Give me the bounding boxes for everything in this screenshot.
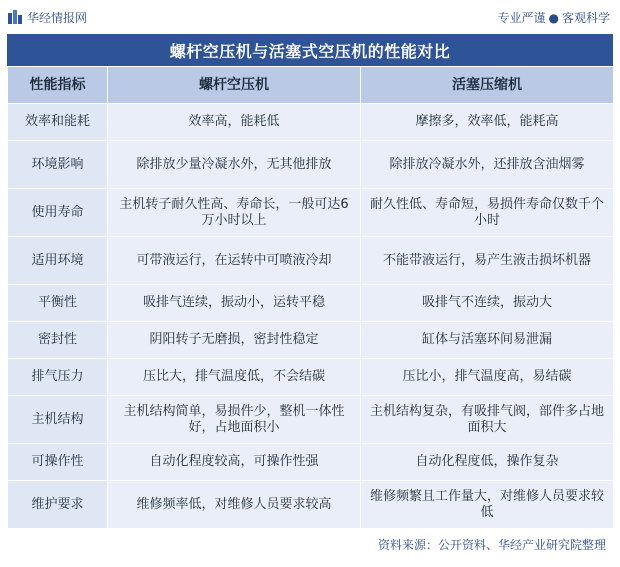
table-row <box>8 141 614 189</box>
slogan-separator: ● <box>548 11 559 25</box>
table-row <box>8 359 614 396</box>
screw-cell: 除排放少量冷凝水外，无其他排放 <box>108 141 361 189</box>
metric-cell: 效率和能耗 <box>8 104 108 141</box>
screw-cell: 自动化程度较高，可操作性强 <box>108 444 361 481</box>
table-row <box>8 322 614 359</box>
metric-cell: 适用环境 <box>8 237 108 285</box>
metric-cell: 环境影响 <box>8 141 108 189</box>
piston-cell: 缸体与活塞环间易泄漏 <box>361 322 614 359</box>
metric-cell: 使用寿命 <box>8 189 108 237</box>
table-row <box>8 481 614 529</box>
piston-cell: 不能带液运行，易产生液击损坏机器 <box>361 237 614 285</box>
slogan <box>497 9 610 26</box>
comparison-table <box>7 66 614 529</box>
piston-cell: 除排放冷凝水外，还排放含油烟雾 <box>361 141 614 189</box>
table-row <box>8 104 614 141</box>
piston-cell: 吸排气不连续，振动大 <box>361 285 614 322</box>
piston-cell: 耐久性低、寿命短，易损件寿命仅数千个小时 <box>361 189 614 237</box>
table-row <box>8 285 614 322</box>
top-bar <box>0 0 620 32</box>
metric-cell: 可操作性 <box>8 444 108 481</box>
screw-cell: 主机转子耐久性高、寿命长，一般可达6万小时以上 <box>108 189 361 237</box>
table-row <box>8 237 614 285</box>
slogan-left: 专业严谨 <box>497 11 546 25</box>
piston-cell: 维修频繁且工作量大，对维修人员要求较低 <box>361 481 614 529</box>
slogan-right: 客观科学 <box>561 11 610 25</box>
piston-cell: 摩擦多，效率低，能耗高 <box>361 104 614 141</box>
screw-cell: 吸排气连续，振动小，运转平稳 <box>108 285 361 322</box>
page-title: 螺杆空压机与活塞式空压机的性能对比 <box>7 34 613 66</box>
metric-cell: 密封性 <box>8 322 108 359</box>
screw-cell: 压比大，排气温度低，不会结碳 <box>108 359 361 396</box>
site-logo[interactable] <box>8 8 87 26</box>
metric-cell: 维护要求 <box>8 481 108 529</box>
table-header-row <box>8 67 614 104</box>
metric-cell: 排气压力 <box>8 359 108 396</box>
logo-text: 华经情报网 <box>27 10 88 25</box>
table-row <box>8 189 614 237</box>
metric-cell: 主机结构 <box>8 396 108 444</box>
column-header-piston: 活塞压缩机 <box>361 67 614 104</box>
column-header-screw: 螺杆空压机 <box>108 67 361 104</box>
piston-cell: 自动化程度低，操作复杂 <box>361 444 614 481</box>
piston-cell: 压比小，排气温度高，易结碳 <box>361 359 614 396</box>
source-note: 资料来源：公开资料、华经产业研究院整理 <box>377 538 606 552</box>
screw-cell: 阴阳转子无磨损，密封性稳定 <box>108 322 361 359</box>
metric-cell: 平衡性 <box>8 285 108 322</box>
screw-cell: 效率高，能耗低 <box>108 104 361 141</box>
screw-cell: 维修频率低，对维修人员要求较高 <box>108 481 361 529</box>
huajing-logo-icon <box>8 10 22 24</box>
table-row <box>8 396 614 444</box>
screw-cell: 可带液运行，在运转中可喷液冷却 <box>108 237 361 285</box>
piston-cell: 主机结构复杂，有吸排气阀，部件多占地面积大 <box>361 396 614 444</box>
column-header-metric: 性能指标 <box>8 67 108 104</box>
table-row <box>8 444 614 481</box>
screw-cell: 主机结构简单，易损件少，整机一体性好，占地面积小 <box>108 396 361 444</box>
